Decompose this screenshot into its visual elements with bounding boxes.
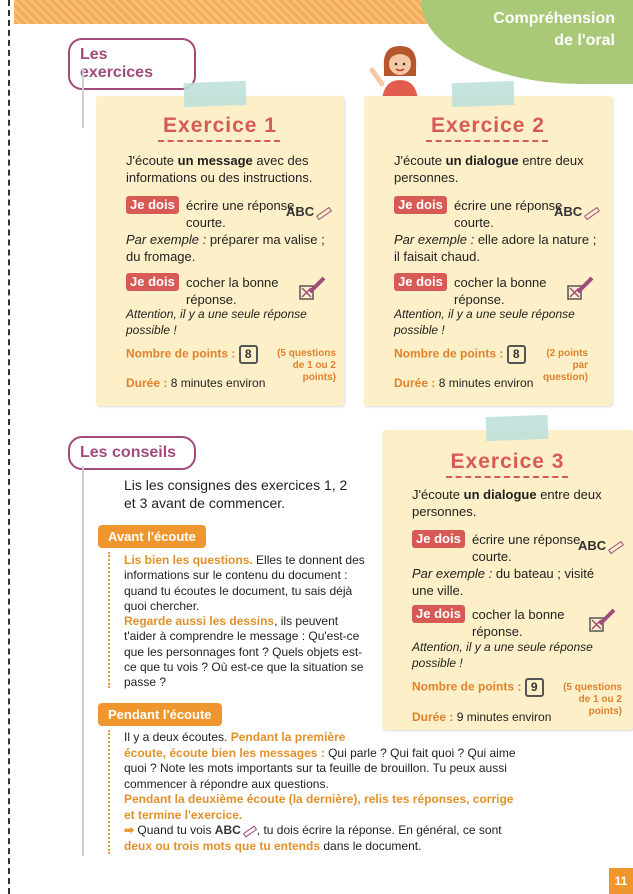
exercise-3-title: Exercice 3 xyxy=(450,450,565,473)
pendant-ecoute-tag: Pendant l'écoute xyxy=(98,703,222,726)
avant-ecoute-tag: Avant l'écoute xyxy=(98,525,206,548)
attention-note: Attention, il y a une seule réponse possible ! xyxy=(412,640,593,670)
points-box: 8 xyxy=(507,345,526,364)
pendant-dotted-line xyxy=(108,730,110,854)
checkbox-pencil-icon xyxy=(566,276,596,302)
exercise-1-title: Exercice 1 xyxy=(163,114,277,137)
banner-line2: de l'oral xyxy=(554,32,615,49)
je-dois-badge: Je dois xyxy=(394,273,447,291)
girl-illustration xyxy=(366,40,436,100)
abc-pencil-icon: ABC xyxy=(554,204,600,219)
exercise-3-intro: J'écoute un dialogue entre deux personnes. xyxy=(412,487,602,519)
conseils-connector xyxy=(82,466,84,856)
exercise-2-card xyxy=(364,96,612,406)
pendant-ecoute-text: Il y a deux écoutes. Pendant la première écoute, écoute bien les messages : Qui parle ? Qui fait quoi ? Qui aime quoi ? Note les mots importants sur ta feuille de brouillon. Tu peux aussi commencer à répondre aux questions. Pendant la deuxième écoute (la dernière), relis tes réponses, corrige et termine l'exercice. ➡ Quand tu vois ABC , tu dois écrire la réponse. En général, ce sont deux ou trois mots que tu entends dans le document. xyxy=(124,730,516,853)
je-dois-badge: Je dois xyxy=(126,196,179,214)
avant-dotted-line xyxy=(108,552,110,688)
je-dois-badge: Je dois xyxy=(412,530,465,548)
points-note: (2 points par question) xyxy=(543,348,588,383)
conseils-intro: Lis les consignes des exercices 1, 2 et 3 avant de commencer. xyxy=(124,477,348,511)
abc-pencil-icon: ABC xyxy=(286,204,332,219)
points-note: (5 questions de 1 ou 2 points) xyxy=(563,682,622,717)
points-row: Nombre de points : 9 xyxy=(412,678,544,697)
section-banner-title xyxy=(415,8,615,52)
je-dois-badge: Je dois xyxy=(394,196,447,214)
exercise-1-example: Par exemple : préparer ma valise ; du fromage. xyxy=(126,232,325,264)
abc-pencil-icon: ABC xyxy=(215,823,257,837)
avant-ecoute-text: Lis bien les questions. Elles te donnent des informations sur le contenu du document : quand tu écoutes le document, tu sais déjà quoi chercher. Regarde aussi les dessins, ils peuvent t'aider à comprendre le message : Qu'est-ce que les personnages font ? Quels objets est- ce que tu vois ? Où est-ce que la situation se passe ? xyxy=(124,553,365,690)
checkbox-pencil-icon xyxy=(588,608,618,634)
exercise-2-title: Exercice 2 xyxy=(431,114,545,137)
je-dois-badge: Je dois xyxy=(412,605,465,623)
top-decor-band xyxy=(14,0,474,24)
abc-pencil-icon: ABC xyxy=(578,538,624,553)
write-task: écrire une réponse courte. xyxy=(186,198,295,230)
check-task: cocher la bonne réponse. xyxy=(454,275,547,307)
points-row: Nombre de points : 8 xyxy=(394,345,526,364)
section-title-exercices: Les exercices xyxy=(68,38,196,90)
title-underline xyxy=(446,476,568,478)
page-number: 11 xyxy=(609,868,633,894)
exercise-2-example: Par exemple : elle adore la nature ; il faisait chaud. xyxy=(394,232,597,264)
points-box: 9 xyxy=(525,678,544,697)
tape-decor xyxy=(452,81,515,107)
check-task: cocher la bonne réponse. xyxy=(186,275,279,307)
exercise-3-example: Par exemple : du bateau ; visité une ville. xyxy=(412,566,595,598)
exercise-2-intro: J'écoute un dialogue entre deux personnes. xyxy=(394,153,584,185)
title-underline xyxy=(158,140,280,142)
duration-row: Durée : 8 minutes environ xyxy=(394,376,534,390)
points-box: 8 xyxy=(239,345,258,364)
exercise-3-card xyxy=(382,430,633,730)
write-task: écrire une réponse courte. xyxy=(454,198,563,230)
duration-row: Durée : 9 minutes environ xyxy=(412,710,552,724)
points-note: (5 questions de 1 ou 2 points) xyxy=(277,348,336,383)
tape-decor xyxy=(486,415,549,441)
duration-row: Durée : 8 minutes environ xyxy=(126,376,266,390)
points-row: Nombre de points : 8 xyxy=(126,345,258,364)
check-task: cocher la bonne réponse. xyxy=(472,607,565,639)
exercise-1-intro: J'écoute un message avec des informations ou des instructions. xyxy=(126,153,313,185)
attention-note: Attention, il y a une seule réponse possible ! xyxy=(126,307,307,337)
exercise-1-card xyxy=(96,96,344,406)
tape-decor xyxy=(184,81,247,107)
margin-dashed-line xyxy=(8,0,10,894)
write-task: écrire une réponse courte. xyxy=(472,532,581,564)
section-title-conseils: Les conseils xyxy=(68,436,196,470)
banner-line1: Compréhension xyxy=(493,10,615,27)
je-dois-badge: Je dois xyxy=(126,273,179,291)
checkbox-pencil-icon xyxy=(298,276,328,302)
attention-note: Attention, il y a une seule réponse possible ! xyxy=(394,307,575,337)
title-underline xyxy=(426,140,548,142)
exercices-connector xyxy=(82,68,84,128)
arrow-right-icon: ➡ xyxy=(124,823,135,837)
